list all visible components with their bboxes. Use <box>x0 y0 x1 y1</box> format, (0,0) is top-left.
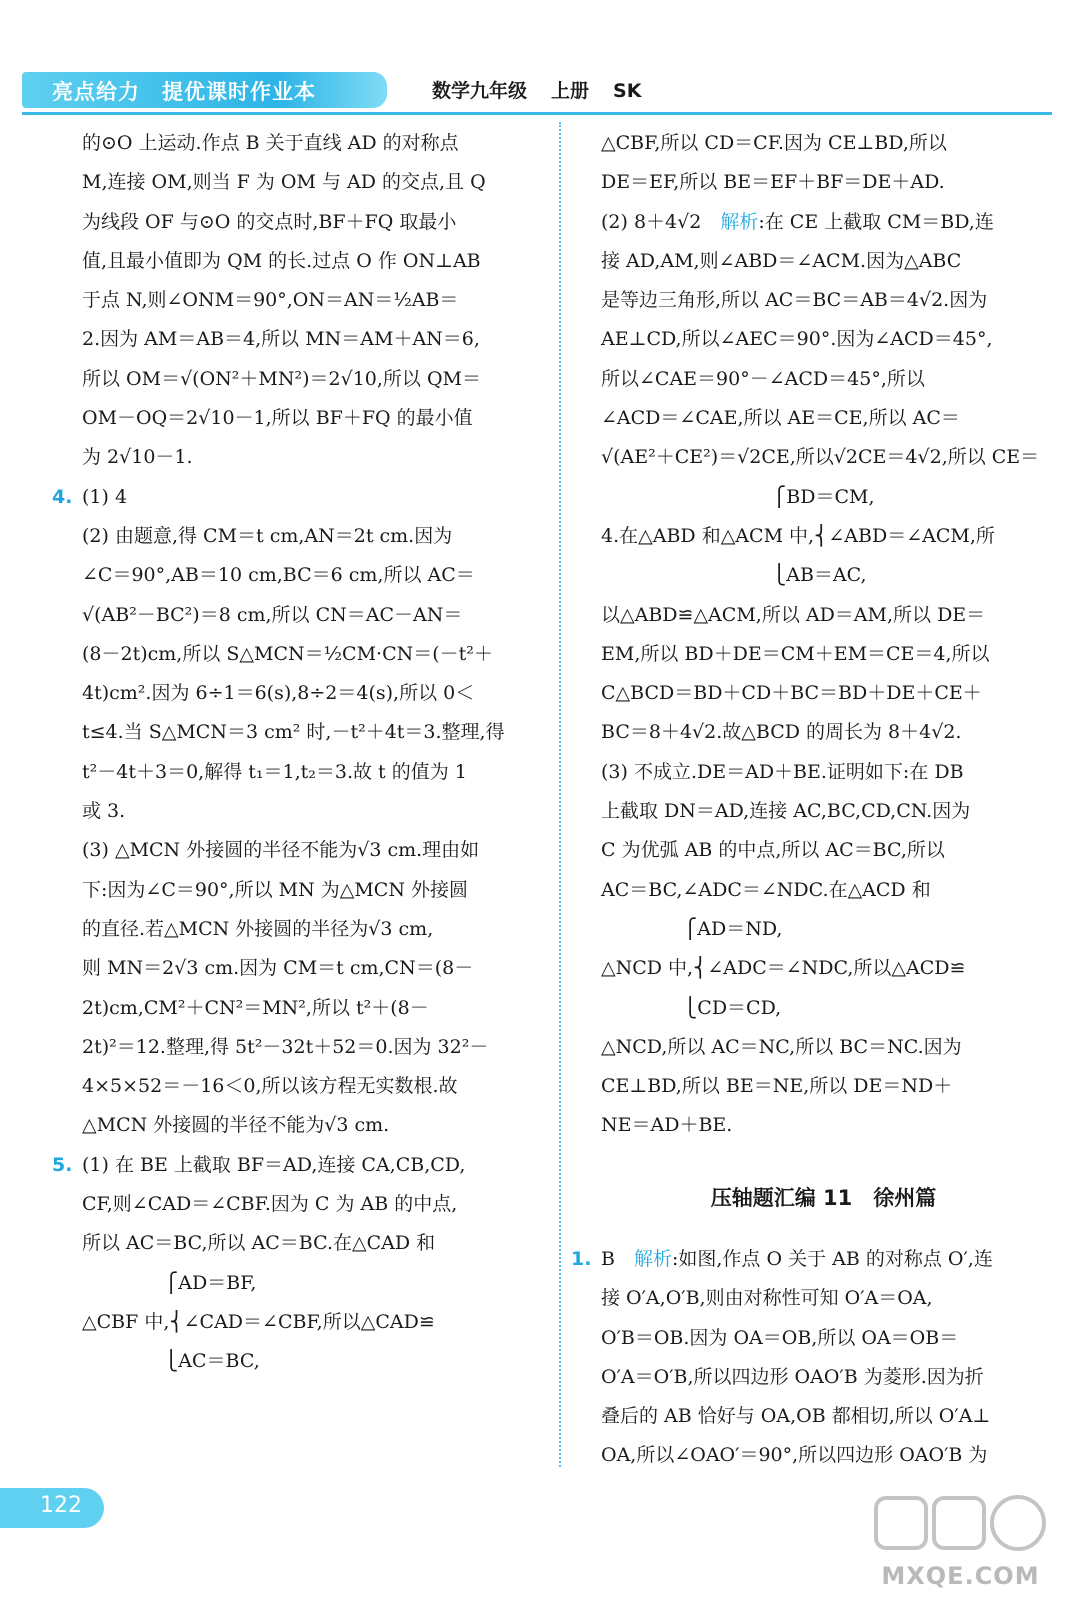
text-line: 的直径.若△MCN 外接圆的半径为√3 cm, <box>82 917 434 940</box>
section-title: 压轴题汇编 11 徐州篇 <box>710 1186 937 1210</box>
text-line: EM,所以 BD＋DE＝CM＋EM＝CE＝4,所以 <box>601 642 990 665</box>
series-name: 提优课时作业本 <box>162 80 316 104</box>
text-line: ∠ACD＝∠CAE,所以 AE＝CE,所以 AC＝ <box>601 407 960 430</box>
text-line: ⎩CD＝CD, <box>601 996 782 1019</box>
line-text: (1) 在 BE 上截取 BF＝AD,连接 CA,CB,CD, <box>82 1153 466 1176</box>
text-line: M,连接 OM,则当 F 为 OM 与 AD 的交点,且 Q <box>82 171 486 194</box>
line-text: (2) 8＋4√2 <box>601 210 702 233</box>
text-line: △NCD 中,⎨∠ADC＝∠NDC,所以△ACD≌ <box>601 957 966 980</box>
text-line: ⎧AD＝ND, <box>601 917 783 940</box>
line-text: :如图,作点 O 关于 AB 的对称点 O′,连 <box>671 1248 993 1270</box>
text-line: 于点 N,则∠ONM＝90°,ON＝AN＝½AB＝ <box>82 289 459 312</box>
left-column <box>52 124 530 1382</box>
text-line: t≤4.当 S△MCN＝3 cm² 时,－t²＋4t＝3.整理,得 <box>82 721 505 744</box>
edition: SK <box>613 80 642 102</box>
text-line: 下:因为∠C＝90°,所以 MN 为△MCN 外接圆 <box>82 878 469 901</box>
text-line: △NCD,所以 AC＝NC,所以 BC＝NC.因为 <box>601 1035 962 1058</box>
header-subject <box>432 76 641 103</box>
item-number: 5. <box>52 1153 73 1176</box>
text-line: CF,则∠CAD＝∠CBF.因为 C 为 AB 的中点, <box>82 1193 458 1216</box>
volume: 上册 <box>551 80 590 102</box>
right-column <box>601 124 1046 1146</box>
text-line: AC＝BC,∠ADC＝∠NDC.在△ACD 和 <box>601 878 931 901</box>
text-line: OM－OQ＝2√10－1,所以 BF＋FQ 的最小值 <box>82 407 473 430</box>
item-number: 1. <box>571 1248 592 1270</box>
text-line: ⎧AD＝BF, <box>82 1271 257 1294</box>
text-line: OA,所以∠OAO′＝90°,所以四边形 OAO′B 为 <box>601 1444 988 1467</box>
subject-grade: 数学九年级 <box>432 80 528 102</box>
text-line <box>52 478 530 517</box>
text-line: (3) 不成立.DE＝AD＋BE.证明如下:在 DB <box>601 760 964 783</box>
text-line: 为线段 OF 与⊙O 的交点时,BF＋FQ 取最小 <box>82 210 457 233</box>
text-line: BC＝8＋4√2.故△BCD 的周长为 8＋4√2. <box>601 721 962 744</box>
text-line: 4.在△ABD 和△ACM 中,⎨∠ABD＝∠ACM,所 <box>601 524 995 547</box>
text-line: t²－4t＋3＝0,解得 t₁＝1,t₂＝3.故 t 的值为 1 <box>82 760 467 783</box>
text-line: 4t)cm².因为 6÷1＝6(s),8÷2＝4(s),所以 0＜ <box>82 682 475 705</box>
text-line: 接 AD,AM,则∠ABD＝∠ACM.因为△ABC <box>601 249 962 272</box>
text-line: NE＝AD＋BE. <box>601 1114 733 1137</box>
page-number: 122 <box>40 1493 82 1518</box>
text-line: △CBF,所以 CD＝CF.因为 CE⊥BD,所以 <box>601 132 947 154</box>
text-line: 2t)cm,CM²＋CN²＝MN²,所以 t²＋(8－ <box>82 996 429 1019</box>
text-line: 上截取 DN＝AD,连接 AC,BC,CD,CN.因为 <box>601 800 971 823</box>
text-line <box>571 1240 1046 1279</box>
line-text: B <box>601 1248 634 1270</box>
text-line: 所以∠CAE＝90°－∠ACD＝45°,所以 <box>601 367 925 390</box>
text-line: ⎩AC＝BC, <box>82 1350 260 1373</box>
text-line: 所以 OM＝√(ON²＋MN²)＝2√10,所以 QM＝ <box>82 367 482 390</box>
analysis-label: 解析 <box>720 210 759 233</box>
line-text: :在 CE 上截取 CM＝BD,连 <box>758 210 994 233</box>
column-divider <box>559 122 562 1467</box>
text-line: (8－2t)cm,所以 S△MCN＝½CM·CN＝(－t²＋ <box>82 642 493 665</box>
analysis-label: 解析 <box>633 1248 672 1270</box>
text-line: (2) 由题意,得 CM＝t cm,AN＝2t cm.因为 <box>82 524 453 547</box>
text-line: 是等边三角形,所以 AC＝BC＝AB＝4√2.因为 <box>601 289 988 312</box>
text-line: O′A＝O′B,所以四边形 OAO′B 为菱形.因为折 <box>601 1365 984 1388</box>
text-line: ⎩AB＝AC, <box>601 564 867 587</box>
text-line: △MCN 外接圆的半径不能为√3 cm. <box>82 1114 390 1137</box>
right-column-bottom <box>571 1240 1046 1476</box>
watermark-text: MXQE.COM <box>881 1562 1040 1590</box>
text-line: 或 3. <box>82 800 126 823</box>
header-brand <box>52 76 316 106</box>
text-line: △CBF 中,⎨∠CAD＝∠CBF,所以△CAD≌ <box>82 1310 435 1333</box>
text-line: 2t)²＝12.整理,得 5t²－32t＋52＝0.因为 32²－ <box>82 1035 489 1058</box>
text-line: 4×5×52＝－16＜0,所以该方程无实数根.故 <box>82 1075 458 1098</box>
header-rule <box>22 112 1052 115</box>
line-text: (1) 4 <box>82 485 128 508</box>
text-line: C 为优弧 AB 的中点,所以 AC＝BC,所以 <box>601 839 945 862</box>
text-line: √(AB²－BC²)＝8 cm,所以 CN＝AC－AN＝ <box>82 603 463 626</box>
text-line: DE＝EF,所以 BE＝EF＋BF＝DE＋AD. <box>601 171 945 194</box>
text-line: 以△ABD≌△ACM,所以 AD＝AM,所以 DE＝ <box>601 603 986 626</box>
brand-name: 亮点给力 <box>52 80 140 104</box>
text-line <box>52 1146 530 1185</box>
item-number: 4. <box>52 485 73 508</box>
text-line: O′B＝OB.因为 OA＝OB,所以 OA＝OB＝ <box>601 1326 959 1349</box>
text-line: 则 MN＝2√3 cm.因为 CM＝t cm,CN＝(8－ <box>82 957 474 980</box>
text-line <box>601 203 1046 242</box>
text-line: 2.因为 AM＝AB＝4,所以 MN＝AM＋AN＝6, <box>82 328 480 351</box>
text-line: ∠C＝90°,AB＝10 cm,BC＝6 cm,所以 AC＝ <box>82 564 475 587</box>
text-line: 值,且最小值即为 QM 的长.过点 O 作 ON⊥AB <box>82 249 481 272</box>
text-line: 所以 AC＝BC,所以 AC＝BC.在△CAD 和 <box>82 1232 436 1255</box>
text-line: 为 2√10－1. <box>82 446 193 469</box>
text-line: 叠后的 AB 恰好与 OA,OB 都相切,所以 O′A⊥ <box>601 1405 991 1428</box>
text-line: 接 O′A,O′B,则由对称性可知 O′A＝OA, <box>601 1287 933 1310</box>
text-line: √(AE²＋CE²)＝√2CE,所以√2CE＝4√2,所以 CE＝ <box>601 446 1040 469</box>
text-line: (3) △MCN 外接圆的半径不能为√3 cm.理由如 <box>82 839 480 862</box>
text-line: CE⊥BD,所以 BE＝NE,所以 DE＝ND＋ <box>601 1075 953 1098</box>
text-line: ⎧BD＝CM, <box>601 485 875 508</box>
text-line: 的⊙O 上运动.作点 B 关于直线 AD 的对称点 <box>82 132 459 154</box>
text-line: AE⊥CD,所以∠AEC＝90°.因为∠ACD＝45°, <box>601 328 993 351</box>
text-line: C△BCD＝BD＋CD＋BC＝BD＋DE＋CE＋ <box>601 682 982 705</box>
